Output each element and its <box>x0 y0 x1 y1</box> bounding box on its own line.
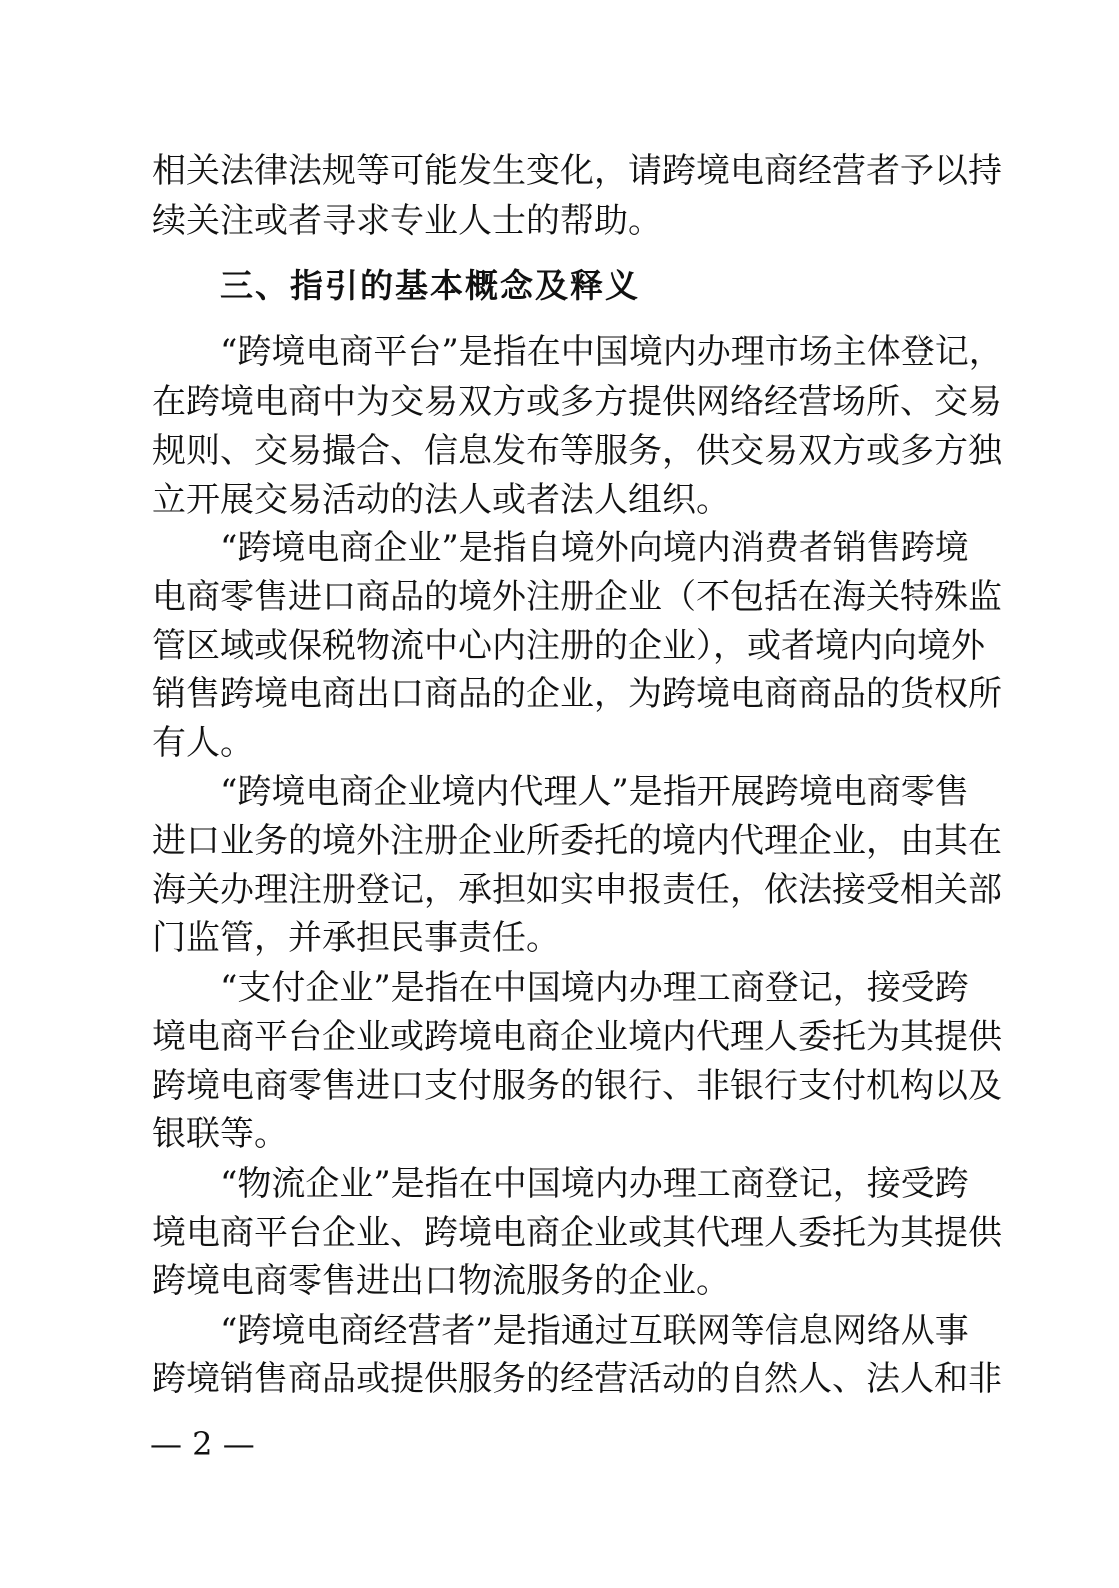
paragraph-line: 有人。 <box>152 723 254 763</box>
paragraph-line: 银联等。 <box>152 1114 288 1154</box>
paragraph-line: 立开展交易活动的法人或者法人组织。 <box>152 480 730 520</box>
paragraph-line: 管区域或保税物流中心内注册的企业），或者境内向境外 <box>152 626 985 666</box>
paragraph-line: 在跨境电商中为交易双方或多方提供网络经营场所、交易 <box>152 382 1002 422</box>
paragraph-line: 境电商平台企业或跨境电商企业境内代理人委托为其提供 <box>152 1017 1002 1057</box>
paragraph-line: 进口业务的境外注册企业所委托的境内代理企业，由其在 <box>152 821 1002 861</box>
paragraph-line: 销售跨境电商出口商品的企业，为跨境电商商品的货权所 <box>152 674 1002 714</box>
paragraph-line: 跨境电商零售进出口物流服务的企业。 <box>152 1261 730 1301</box>
paragraph-line: 跨境销售商品或提供服务的经营活动的自然人、法人和非 <box>152 1359 1002 1399</box>
paragraph-line: 电商零售进口商品的境外注册企业（不包括在海关特殊监 <box>152 577 1002 617</box>
paragraph-line: “支付企业”是指在中国境内办理工商登记，接受跨 <box>220 968 969 1008</box>
paragraph-line: “跨境电商企业境内代理人”是指开展跨境电商零售 <box>220 772 969 812</box>
section-heading: 三、指引的基本概念及释义 <box>220 266 640 305</box>
paragraph-line: 境电商平台企业、跨境电商企业或其代理人委托为其提供 <box>152 1213 1002 1253</box>
intro-line-2: 续关注或者寻求专业人士的帮助。 <box>152 201 662 241</box>
paragraph-line: 海关办理注册登记，承担如实申报责任，依法接受相关部 <box>152 870 1002 910</box>
paragraph-line: 规则、交易撮合、信息发布等服务，供交易双方或多方独 <box>152 431 1002 471</box>
paragraph-line: “跨境电商平台”是指在中国境内办理市场主体登记， <box>220 332 1003 372</box>
paragraph-line: 跨境电商零售进口支付服务的银行、非银行支付机构以及 <box>152 1066 1002 1106</box>
page-number: — 2 — <box>150 1425 255 1463</box>
paragraph-line: 门监管，并承担民事责任。 <box>152 918 560 958</box>
paragraph-line: “物流企业”是指在中国境内办理工商登记，接受跨 <box>220 1164 969 1204</box>
paragraph-line: “跨境电商经营者”是指通过互联网等信息网络从事 <box>220 1311 969 1351</box>
paragraph-line: “跨境电商企业”是指自境外向境内消费者销售跨境 <box>220 528 969 568</box>
intro-line-1: 相关法律法规等可能发生变化，请跨境电商经营者予以持 <box>152 151 1002 191</box>
